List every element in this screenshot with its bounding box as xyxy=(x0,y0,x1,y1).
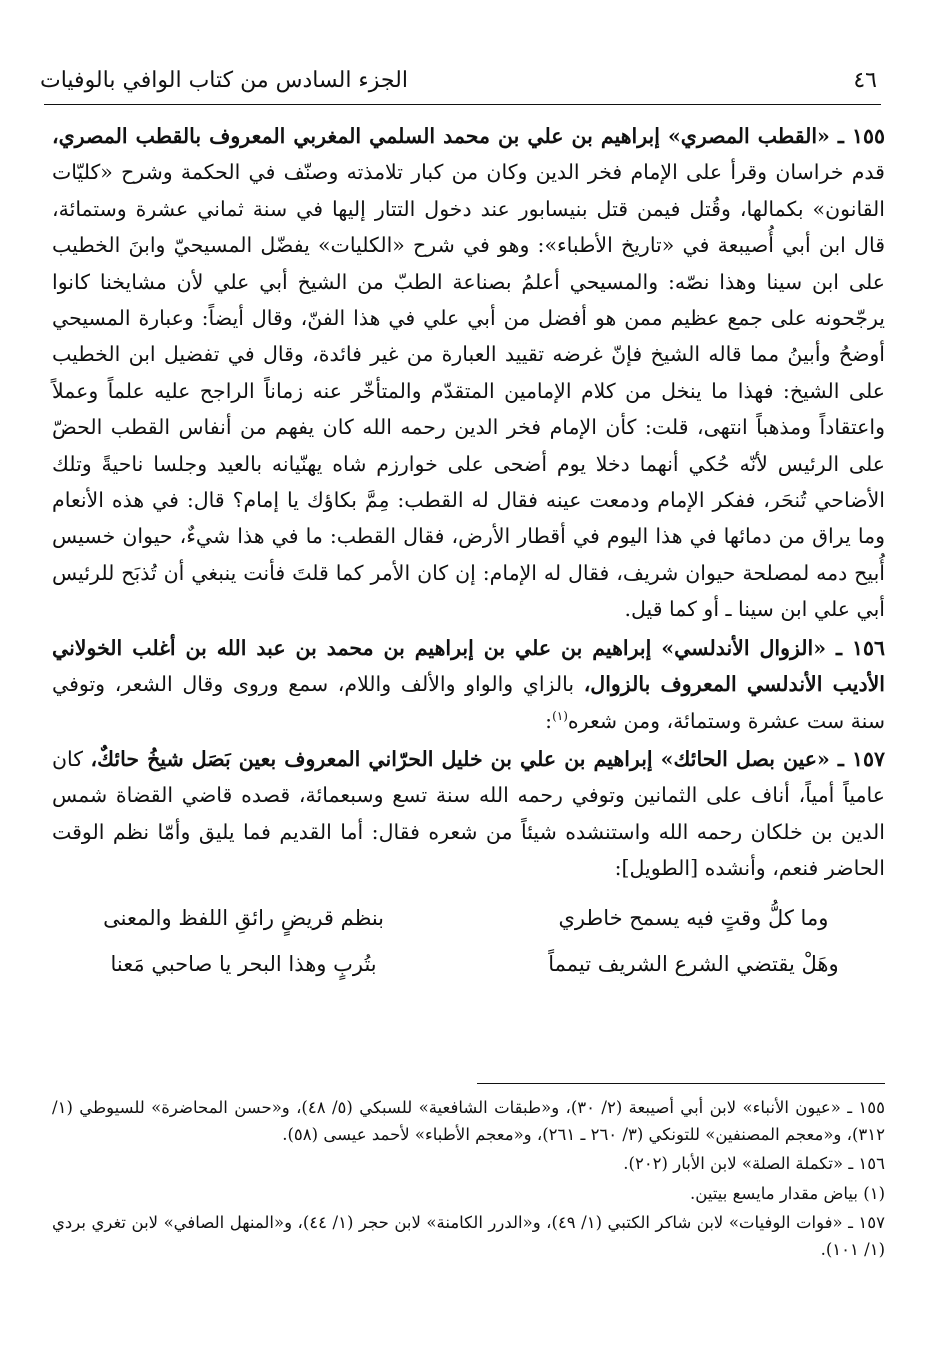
verse-second-hemistich: بتُربٍ وهذا البحر يا صاحبي مَعنا xyxy=(110,951,377,976)
footnote: ١٥٥ ـ «عيون الأنباء» لابن أبي أصيبعة (٢/ ٣٠)، و«طبقات الشافعية» للسبكي (٥/ ٤٨)، و«حسن المحاضرة» للسيوطي (١/ ٣١٢)، و«معجم المصنفين» للتونكي (٣/ ٢٦٠ ـ ٢٦١)، و«معجم الأطباء» لأحمد عيسى (٥٨). xyxy=(52,1098,885,1144)
verse-line xyxy=(52,895,885,941)
footnote: (١) بياض مقدار مايسع بيتين. xyxy=(690,1183,885,1203)
entry-heading: ١٥٥ ـ «القطب المصري» إبراهيم بن علي بن محمد السلمي المغربي المعروف بالقطب المصري، xyxy=(52,124,885,148)
footnotes xyxy=(52,1095,885,1266)
running-head xyxy=(40,60,877,100)
entry-156 xyxy=(52,630,885,739)
entry-heading: ١٥٧ ـ «عين بصل الحائك» إبراهيم بن علي بن خليل الحرّاني المعروف بعين بَصَل شيخُ حائكٌ، xyxy=(90,746,885,771)
main-text xyxy=(52,118,885,987)
poem xyxy=(52,895,885,987)
running-title: الجزء السادس من كتاب الوافي بالوفيات xyxy=(40,67,408,93)
verse-second-hemistich: بنظم قريضٍ رائقِ اللفظ والمعنى xyxy=(103,905,385,930)
footnote: ١٥٦ ـ «تكملة الصلة» لابن الأبار (٢٠٢). xyxy=(623,1154,885,1173)
entry-157 xyxy=(52,741,885,887)
entry-text-end: : xyxy=(545,708,553,733)
footnote: ١٥٧ ـ «فوات الوفيات» لابن شاكر الكتبي (١/ ٤٩)، و«الدرر الكامنة» لابن حجر (١/ ٤٤)، و«المنهل الصافي» لابن تغري بردي (١/ ١٠١). xyxy=(52,1213,886,1259)
footnote-rule xyxy=(477,1083,885,1084)
header-rule xyxy=(44,104,881,105)
entry-155 xyxy=(52,118,885,628)
verse-first-hemistich: وهَلْ يقتضي الشرع الشريف تيمماً xyxy=(548,951,839,976)
entry-text: بالزاي والواو والألف واللام، سمع وروى وقال الشعر، وتوفي سنة ست عشرة وستمائة، ومن شعره xyxy=(52,672,885,733)
page-number: ٤٦ xyxy=(853,67,877,93)
entry-text: قدم خراسان وقرأ على الإمام فخر الدين وكان من كبار تلامذته وصنّف في الحكمة وشرح «كليّات القانون» بكمالها، وقُتل فيمن قتل بنيسابور عند دخول التتار إليها في سنة ثماني عشرة وستمائة، قال ابن أبي أُصيبعة في «تاريخ الأطباء»: وهو في شرح «الكليات» يفضّل المسيحيّ وابنَ الخطيب على ابن سينا وهذا نصّه: والمسيحي أعلمُ بصناعة الطبّ من الشيخ أبي علي لأن مشايخنا كانوا يرجّحونه على جمع عظيم ممن هو أفضل من أبي علي في هذا الفنّ، وقال أيضاً: وعبارة المسيحي أوضحُ وأبينُ مما قاله الشيخ فإنّ غرضه تقييد العبارة من غير فائدة، وقال في تفضيل ابن الخطيب على الشيخ: فهذا ما ينخل من كلام الإمامين المتقدّم والمتأخّر عنه زماناً الراجح عليه علماً وعملاً واعتقاداً ومذهباً انتهى، قلت: كأن الإمام فخر الدين رحمه الله كان يفهم من أنفاس القطب الحضّ على الرئيس لأنّه حُكي أنهما دخلا يوم أضحى على خوارزم شاه يهنّيانه بالعيد وجلسا ناحيةً وتلك الأضاحي تُنحَر، ففكر الإمام ودمعت عينه فقال له القطب: مِمَّ بكاؤك يا إمام؟ قال: في هذه الأنعام وما يراق من دمائها في هذا اليوم في أقطار الأرض، فقال القطب: ما في هذا شيءٌ، حيوان خسيس أُبيح دمه لمصلحة حيوان شريف، فقال له الإمام: إن كان الأمر كما قلتَ فأنت ينبغي أن تُذبَح للرئيس أبي علي ابن سينا ـ أو كما قيل. xyxy=(52,160,885,622)
verse-first-hemistich: وما كلُّ وقتٍ فيه يسمح خاطري xyxy=(558,905,829,930)
footnote-mark: (١) xyxy=(552,708,568,723)
verse-line xyxy=(52,941,885,987)
entry-text: كان عامياً أمياً، أناف على الثمانين وتوفي رحمه الله سنة تسع وسبعمائة، قصده قاضي القضاة شمس الدين بن خلكان رحمه الله واستنشده شيئاً من شعره فقال: أما القديم فما يليق وأمّا نظم الوقت الحاضر فنعم، وأنشده [الطويل]: xyxy=(52,746,885,881)
entry-heading: ١٥٦ ـ «الزوال الأندلسي» إبراهيم بن علي بن إبراهيم بن محمد بن عبد الله بن أغلب الخولاني الأديب الأندلسي المعروف بالزوال، xyxy=(52,635,886,697)
